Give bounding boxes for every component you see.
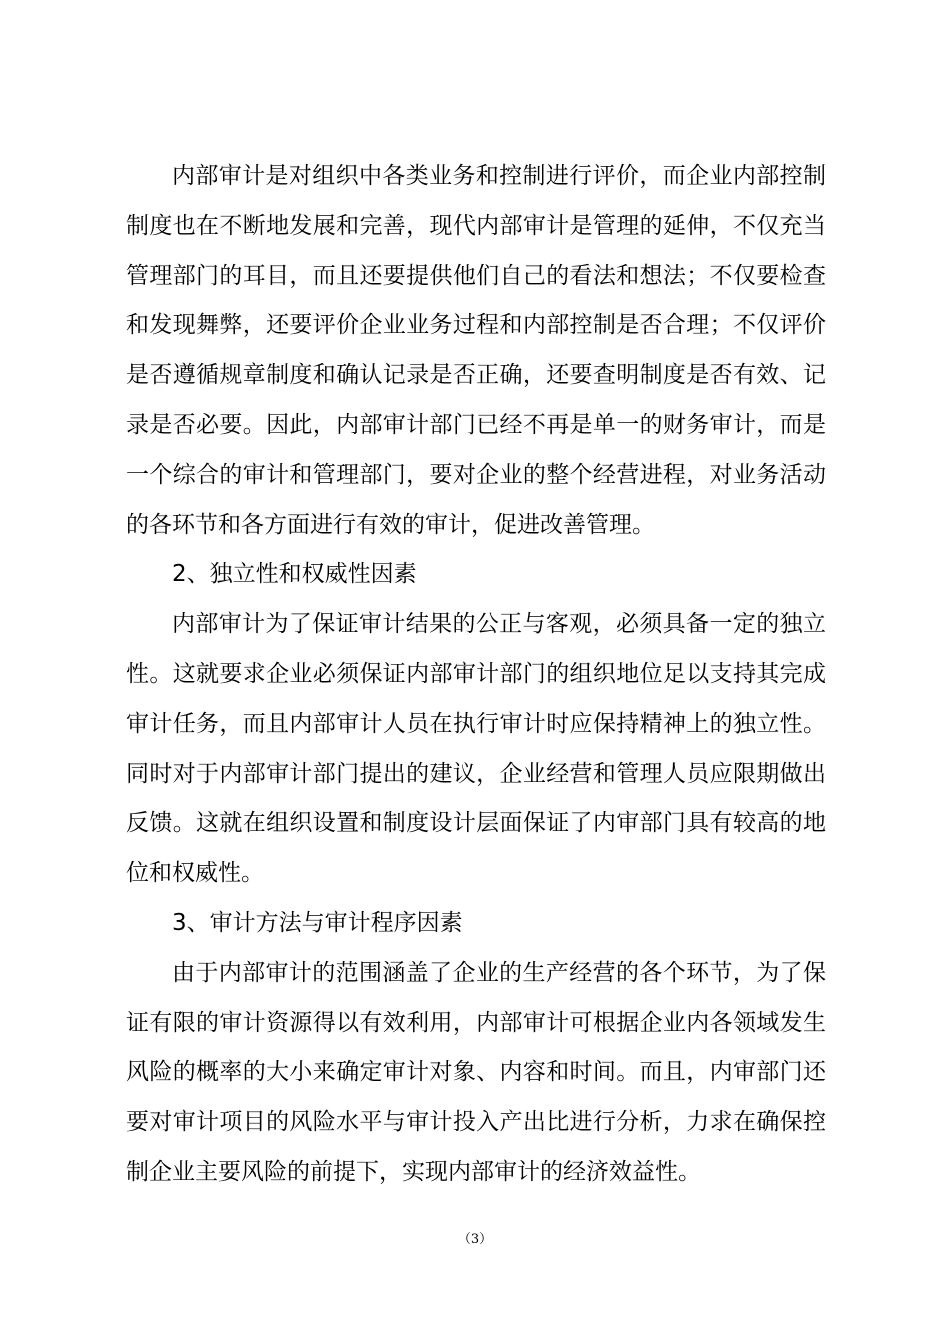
section-heading-audit-methods: 3、审计方法与审计程序因素 bbox=[172, 909, 463, 936]
paragraph-internal-audit-role: 内部审计是对组织中各类业务和控制进行评价，而企业内部控制制度也在不断地发展和完善，现代内部审计是管理的延伸，不仅充当管理部门的耳目，而且还要提供他们自己的看法和想法；不仅要检查和发现舞弊，还要评价企业业务过程和内部控制是否合理；不仅评价是否遵循规章制度和确认记录是否正确，还要查明制度是否有效、记录是否必要。因此，内部审计部门已经不再是单一的财务审计，而是一个综合的审计和管理部门，要对企业的整个经营进程，对业务活动的各环节和各方面进行有效的审计，促进改善管理。 bbox=[126, 163, 826, 538]
section-heading-independence: 2、独立性和权威性因素 bbox=[172, 561, 417, 588]
paragraph-independence: 内部审计为了保证审计结果的公正与客观，必须具备一定的独立性。这就要求企业必须保证内部审计部门的组织地位足以支持其完成审计任务，而且内部审计人员在执行审计时应保持精神上的独立性。同时对于内部审计部门提出的建议，企业经营和管理人员应限期做出反馈。这就在组织设置和制度设计层面保证了内审部门具有较高的地位和权威性。 bbox=[126, 611, 826, 887]
page-number: （3） bbox=[457, 1232, 493, 1247]
document-body bbox=[126, 152, 826, 1198]
paragraph-audit-methods: 由于内部审计的范围涵盖了企业的生产经营的各个环节，为了保证有限的审计资源得以有效利用，内部审计可根据企业内各领域发生风险的概率的大小来确定审计对象、内容和时间。而且，内审部门还要对审计项目的风险水平与审计投入产出比进行分析，力求在确保控制企业主要风险的前提下，实现内部审计的经济效益性。 bbox=[126, 959, 826, 1185]
